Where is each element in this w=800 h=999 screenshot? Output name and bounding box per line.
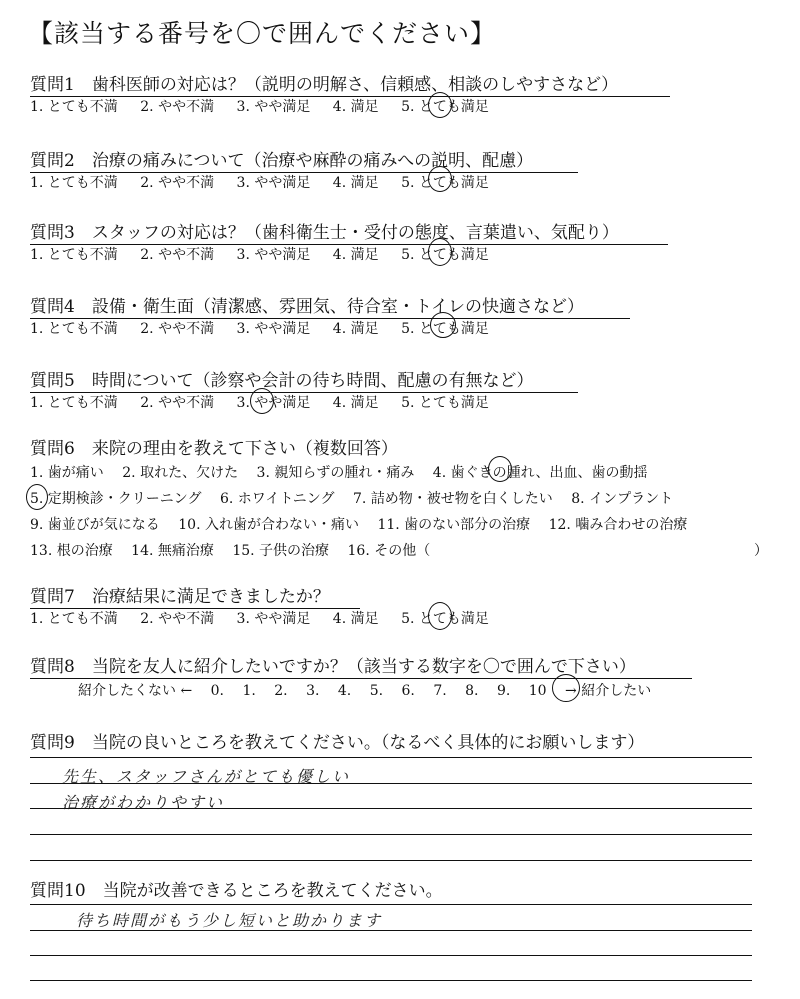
q9-writing-line-2[interactable] <box>30 783 752 784</box>
q2-option-2[interactable]: 2. やや不満 <box>140 175 215 191</box>
q9-writing-line-4[interactable] <box>30 834 752 835</box>
q5-option-1[interactable]: 1. とても不満 <box>30 395 118 411</box>
question-6-label: 質問6 来院の理由を教えて下さい（複数回答） <box>30 439 398 459</box>
question-10-label: 質問10 当院が改善できるところを教えてください。 <box>30 881 443 901</box>
q1-option-2[interactable]: 2. やや不満 <box>140 99 215 115</box>
q10-writing-line-2[interactable] <box>30 930 752 931</box>
q6-option-4-circle <box>488 456 512 482</box>
question-3-label: 質問3 スタッフの対応は？（歯科衛生士・受付の態度、言葉遣い、気配り） <box>30 218 668 245</box>
q6-option-15[interactable]: 15. 子供の治療 <box>232 543 330 559</box>
q4-selection-circle <box>430 312 456 338</box>
q6-option-6[interactable]: 6. ホワイトニング <box>219 491 335 507</box>
q5-option-3[interactable]: 3. やや満足 <box>236 395 311 411</box>
q4-option-2[interactable]: 2. やや不満 <box>140 321 215 337</box>
q8-num-4[interactable]: 4. <box>337 683 352 699</box>
q4-option-3[interactable]: 3. やや満足 <box>236 321 311 337</box>
q6-row-4 <box>30 540 444 560</box>
q6-option-14[interactable]: 14. 無痛治療 <box>131 543 214 559</box>
q8-num-7[interactable]: 7. <box>433 683 447 699</box>
q6-option-11[interactable]: 11. 歯のない部分の治療 <box>377 517 531 533</box>
q3-option-1[interactable]: 1. とても不満 <box>30 247 118 263</box>
q3-option-4[interactable]: 4. 満足 <box>332 247 379 263</box>
q6-option-2[interactable]: 2. 取れた、欠けた <box>122 465 239 481</box>
q6-option-9[interactable]: 9. 歯並びが気になる <box>30 517 160 533</box>
question-2-label: 質問2 治療の痛みについて（治療や麻酔の痛みへの説明、配慮） <box>30 146 578 173</box>
q7-option-3[interactable]: 3. やや満足 <box>236 611 311 627</box>
q1-option-4[interactable]: 4. 満足 <box>332 99 379 115</box>
q10-writing-line-3[interactable] <box>30 955 752 956</box>
q8-num-0[interactable]: 0. <box>210 683 224 699</box>
q8-num-9[interactable]: 9. <box>496 683 511 699</box>
q5-selection-circle <box>250 388 274 414</box>
q6-option-12[interactable]: 12. 噛み合わせの治療 <box>548 517 688 533</box>
q6-option-7[interactable]: 7. 詰め物・被せ物を白くしたい <box>353 491 553 507</box>
q4-option-1[interactable]: 1. とても不満 <box>30 321 118 337</box>
question-4-label: 質問4 設備・衛生面（清潔感、雰囲気、待合室・トイレの快適さなど） <box>30 292 630 319</box>
q5-option-4[interactable]: 4. 満足 <box>332 395 379 411</box>
q6-other-paren-close: ） <box>754 543 768 559</box>
q8-num-10[interactable]: 10 <box>528 683 547 699</box>
q3-option-3[interactable]: 3. やや満足 <box>236 247 311 263</box>
q2-option-5[interactable]: 5. とても満足 <box>401 175 489 191</box>
q8-scale-left-label: 紹介したくない ← <box>78 683 193 699</box>
question-8-label: 質問8 当院を友人に紹介したいですか？（該当する数字を〇で囲んで下さい） <box>30 652 692 679</box>
question-1-label: 質問1 歯科医師の対応は？（説明の明解さ、信頼感、相談のしやすさなど） <box>30 70 670 97</box>
q7-selection-circle <box>428 602 452 630</box>
q8-num-2[interactable]: 2. <box>274 683 288 699</box>
q6-option-16[interactable]: 16. その他（ <box>347 543 431 559</box>
q4-option-4[interactable]: 4. 満足 <box>332 321 379 337</box>
q6-option-8[interactable]: 8. インプラント <box>571 491 674 507</box>
q2-option-1[interactable]: 1. とても不満 <box>30 175 118 191</box>
q6-option-5[interactable]: 5. 定期検診・クリーニング <box>30 491 202 507</box>
q9-writing-line-1[interactable] <box>30 757 752 758</box>
q6-option-13[interactable]: 13. 根の治療 <box>30 543 113 559</box>
q1-option-3[interactable]: 3. やや満足 <box>236 99 311 115</box>
q10-writing-line-1[interactable] <box>30 904 752 905</box>
q9-writing-line-3[interactable] <box>30 808 752 809</box>
q7-option-1[interactable]: 1. とても不満 <box>30 611 118 627</box>
q8-num-5[interactable]: 5. <box>369 683 384 699</box>
q6-row-1 <box>30 462 661 482</box>
q8-num-3[interactable]: 3. <box>306 683 320 699</box>
q5-option-2[interactable]: 2. やや不満 <box>140 395 215 411</box>
q9-answer-line-1: 先生、スタッフさんがとても優しい <box>62 767 351 786</box>
question-5-label: 質問5 時間について（診察や会計の待ち時間、配慮の有無など） <box>30 366 578 393</box>
q10-answer-line-1: 待ち時間がもう少し短いと助かります <box>76 911 383 930</box>
q8-num-6[interactable]: 6. <box>401 683 415 699</box>
q8-scale-right-label: → 紹介したい <box>565 683 652 699</box>
q1-option-1[interactable]: 1. とても不満 <box>30 99 118 115</box>
q6-row-2 <box>30 488 687 508</box>
q8-num-8[interactable]: 8. <box>465 683 479 699</box>
q4-option-5[interactable]: 5. とても満足 <box>401 321 489 337</box>
q6-row-3 <box>30 514 701 534</box>
q9-writing-line-5[interactable] <box>30 860 752 861</box>
q6-option-1[interactable]: 1. 歯が痛い <box>30 465 104 481</box>
q8-selection-circle <box>552 674 580 702</box>
q6-option-3[interactable]: 3. 親知らずの腫れ・痛み <box>256 465 415 481</box>
q10-writing-line-4[interactable] <box>30 980 752 981</box>
q5-option-5[interactable]: 5. とても満足 <box>401 395 489 411</box>
q3-option-2[interactable]: 2. やや不満 <box>140 247 215 263</box>
q3-option-5[interactable]: 5. とても満足 <box>401 247 489 263</box>
q7-option-4[interactable]: 4. 満足 <box>332 611 379 627</box>
q2-option-3[interactable]: 3. やや満足 <box>236 175 311 191</box>
question-7-label: 質問7 治療結果に満足できましたか？ <box>30 582 360 609</box>
q7-option-2[interactable]: 2. やや不満 <box>140 611 215 627</box>
q2-option-4[interactable]: 4. 満足 <box>332 175 379 191</box>
q1-selection-circle <box>428 92 452 118</box>
question-9-label: 質問9 当院の良いところを教えてください。（なるべく具体的にお願いします） <box>30 733 645 753</box>
q6-option-5-circle <box>26 484 48 510</box>
q1-option-5[interactable]: 5. とても満足 <box>401 99 489 115</box>
q6-option-4[interactable]: 4. 歯ぐきの腫れ、出血、歯の動揺 <box>432 465 648 481</box>
q2-selection-circle <box>428 166 452 192</box>
page-title: 【該当する番号を〇で囲んでください】 <box>28 19 497 48</box>
q6-option-10[interactable]: 10. 入れ歯が合わない・痛い <box>178 517 359 533</box>
q7-option-5[interactable]: 5. とても満足 <box>401 611 489 627</box>
q3-selection-circle <box>428 238 452 266</box>
q9-answer-line-2: 治療がわかりやすい <box>62 793 225 812</box>
q8-num-1[interactable]: 1. <box>242 683 256 699</box>
